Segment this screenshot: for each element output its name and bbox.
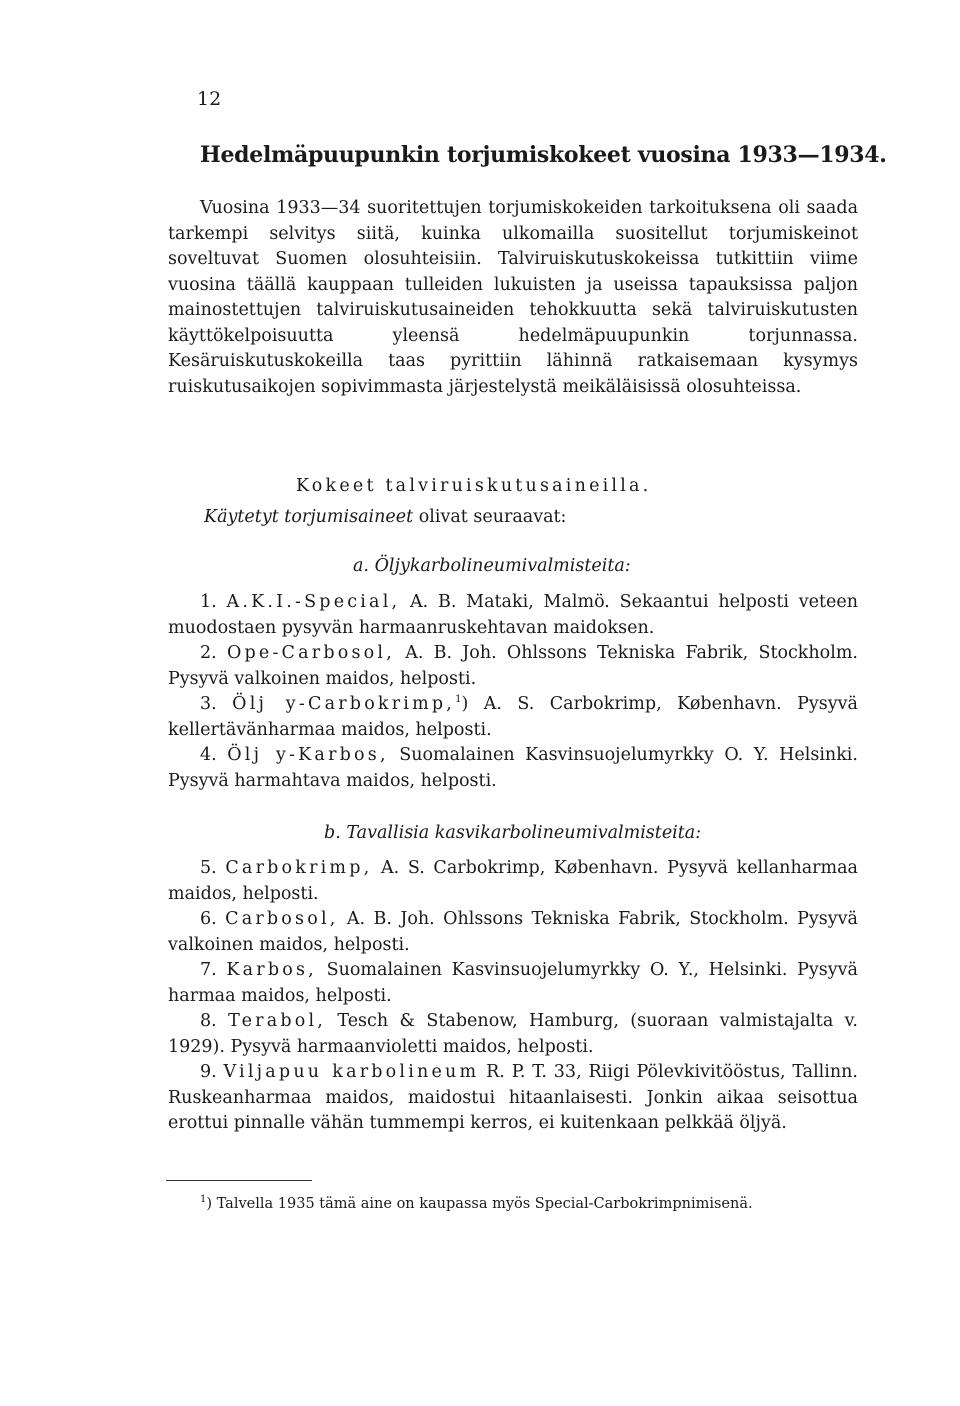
item-number: 3. — [200, 694, 217, 714]
group-b-title: Tavallisia kasvikarbolineumivalmisteita: — [346, 823, 702, 843]
list-item — [168, 907, 858, 958]
list-item — [168, 856, 858, 907]
item-description: A. B. Joh. Ohlssons Tekniska Fabrik, Stockholm. Pysyvä valkoinen maidos, helposti. — [168, 909, 858, 955]
item-name: Ölj y-Karbos, — [227, 745, 389, 765]
list-item — [168, 1009, 858, 1060]
item-number: 8. — [200, 1011, 217, 1031]
list-item — [168, 590, 858, 641]
list-item — [168, 743, 858, 794]
item-description: A. B. Joh. Ohlssons Tekniska Fabrik, Stockholm. Pysyvä valkoinen maidos, helposti. — [168, 643, 858, 689]
item-description: A. S. Carbokrimp, København. Pysyvä kellanharmaa maidos, helposti. — [168, 858, 858, 904]
item-name: Terabol, — [228, 1011, 327, 1031]
group-b-letter: b. — [324, 823, 341, 843]
group-a-title: Öljykarbolineumivalmisteita: — [374, 556, 631, 576]
footnote-divider — [166, 1180, 312, 1181]
footnote-mark: 1 — [200, 1194, 207, 1206]
item-number: 5. — [200, 858, 217, 878]
item-number: 2. — [200, 643, 217, 663]
list-item — [168, 1060, 858, 1137]
item-name: Carbosol, — [225, 909, 339, 929]
item-description: Suomalainen Kasvinsuojelumyrkky O. Y. Helsinki. Pysyvä harmahtava maidos, helposti. — [168, 745, 858, 791]
page-number: 12 — [197, 88, 222, 110]
item-name: A.K.I.-Special, — [226, 592, 401, 612]
group-a-letter: a. — [353, 556, 369, 576]
item-number: 7. — [200, 960, 217, 980]
group-b-list — [168, 856, 858, 1137]
intro-paragraph — [168, 196, 858, 400]
item-description: A. B. Mataki, Malmö. Sekaantui helposti veteen muodostaen pysyvän harmaanruskehtavan maidoksen. — [168, 592, 858, 638]
item-number: 9. — [200, 1062, 217, 1082]
item-name: Ope-Carbosol, — [226, 643, 395, 663]
item-name: Viljapuu karbolineum — [223, 1062, 480, 1082]
used-agents-rest: olivat seuraavat: — [413, 507, 567, 527]
item-number: 4. — [200, 745, 217, 765]
item-name: Carbokrimp, — [225, 858, 373, 878]
list-item — [168, 958, 858, 1009]
group-b-heading — [324, 823, 701, 843]
group-a-list — [168, 590, 858, 794]
group-a-heading — [353, 556, 631, 576]
item-name: Karbos, — [226, 960, 317, 980]
intro-text: Vuosina 1933—34 suoritettujen torjumiskokeiden tarkoituksena oli saada tarkempi selvitys siitä, kuinka ulkomailla suositellut torjumiskeinot soveltuvat Suomen olosuhteisiin. Talviruiskutuskokeissa tutkittiin viime vuosina täällä kauppaan tulleiden lukuisten ja useissa tapauksissa paljon mainostettujen talviruiskutusaineiden tehokkuutta sekä talviruiskutusten käyttökelpoisuutta yleensä hedelmäpuupunkin torjunnassa. Kesäruiskutuskokeilla taas pyrittiin lähinnä ratkaisemaan kysymys ruiskutusaikojen sopivimmasta järjestelystä meikäläisissä olosuhteissa. — [168, 198, 858, 397]
article-title: Hedelmäpuupunkin torjumiskokeet vuosina 1933—1934. — [200, 142, 887, 168]
item-number: 6. — [200, 909, 217, 929]
item-description: ) A. S. Carbokrimp, København. Pysyvä kellertävänharmaa maidos, helposti. — [168, 694, 858, 740]
footnote-reference: 1 — [455, 694, 462, 706]
footnote-text: ) Talvella 1935 tämä aine on kaupassa myös Special-Carbokrimpnimisenä. — [206, 1196, 753, 1212]
item-name: Ölj y-Carbokrimp, — [232, 694, 456, 714]
item-description: Suomalainen Kasvinsuojelumyrkky O. Y., Helsinki. Pysyvä harmaa maidos, helposti. — [168, 960, 858, 1006]
used-agents-italic: Käytetyt torjumisaineet — [204, 507, 414, 527]
item-description: Tesch & Stabenow, Hamburg, (suoraan valmistajalta v. 1929). Pysyvä harmaanvioletti maidos, helposti. — [168, 1011, 858, 1057]
section-heading: Kokeet talviruiskutusaineilla. — [296, 476, 652, 496]
footnote — [168, 1194, 858, 1215]
used-agents-line — [204, 507, 566, 527]
list-item — [168, 641, 858, 692]
list-item — [168, 692, 858, 743]
item-number: 1. — [200, 592, 217, 612]
item-description: R. P. T. 33, Riigi Pölevkivitööstus, Tallinn. Ruskeanharmaa maidos, maidostui hitaanlaisesti. Jonkin aikaa seisottua erottui pinnalle vähän tummempi kerros, ei kuitenkaan pelkkää öljyä. — [168, 1062, 858, 1133]
